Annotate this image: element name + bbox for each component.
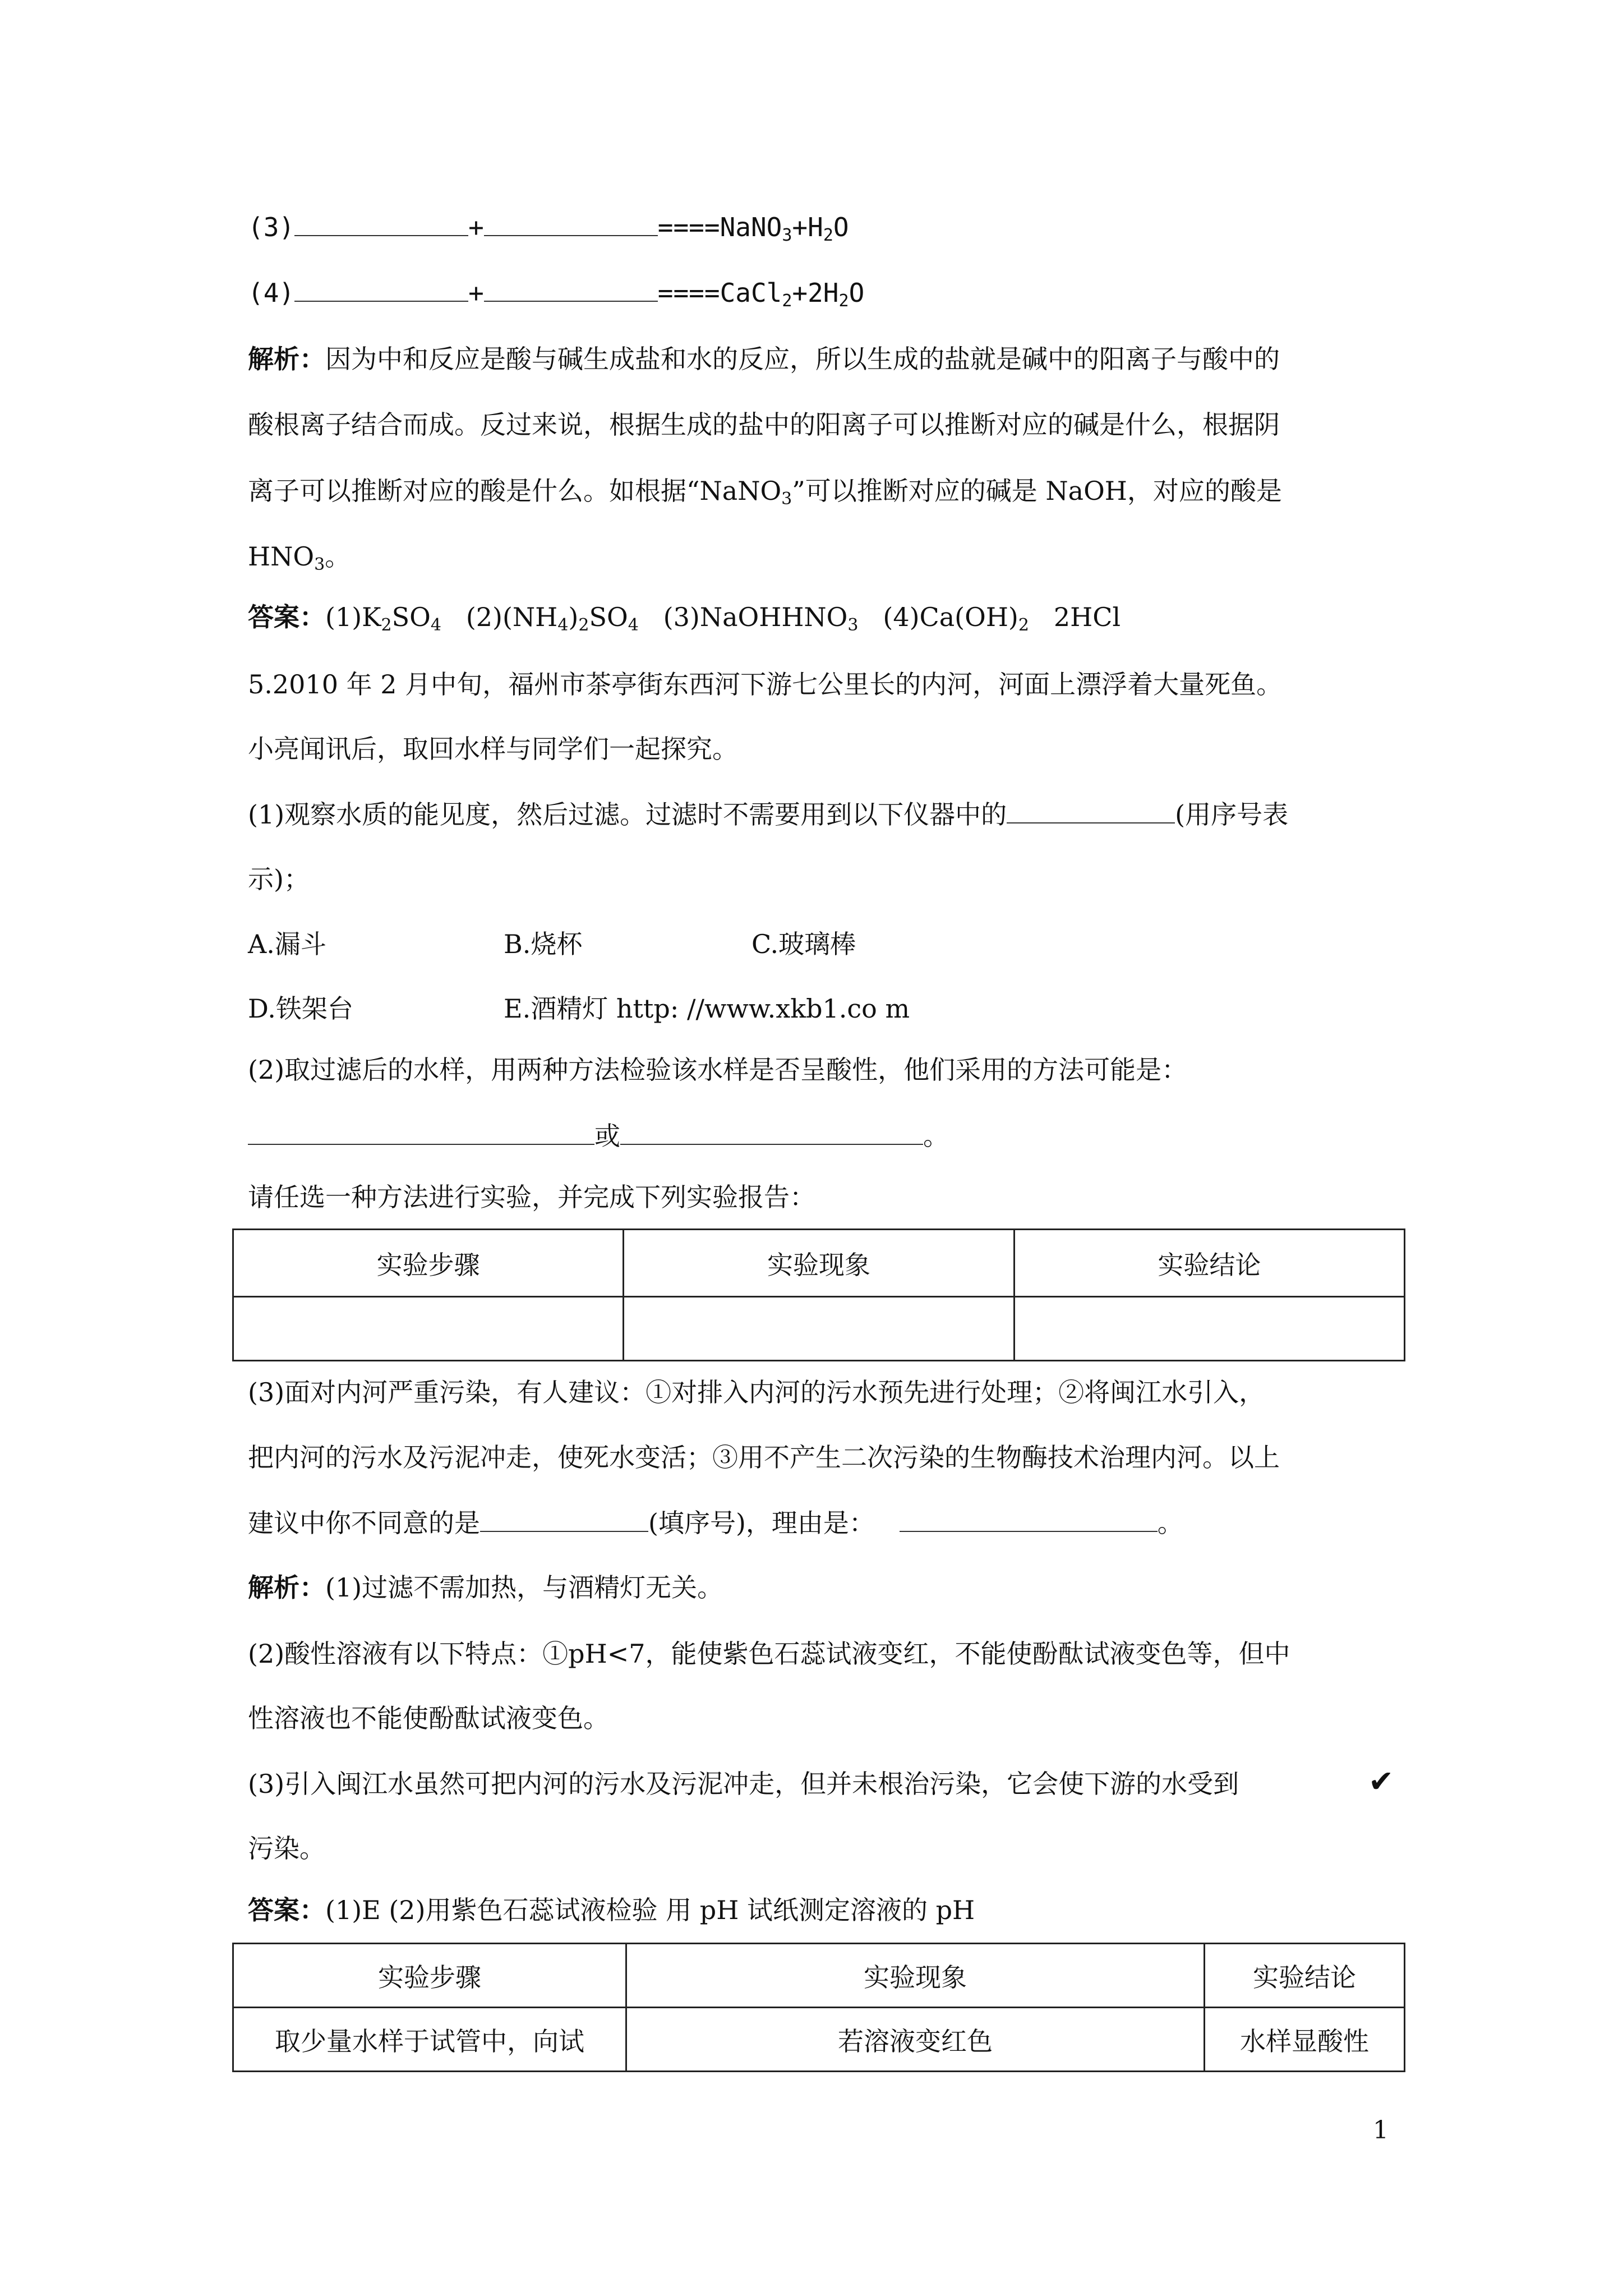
question-text: 5.2010 年 2 月中旬，福州市茶亭街东西河下游七公里长的内河，河面上漂浮着大量死鱼。 <box>248 669 1283 700</box>
analysis-line <box>248 1832 325 1865</box>
option-a: A.漏斗 <box>248 929 326 959</box>
question-part-1 <box>248 798 1288 831</box>
question-text: (3)面对内河严重污染，有人建议：①对排入内河的污水预先进行处理；②将闽江水引入， <box>248 1377 1265 1407</box>
analysis-line: 离子可以推断对应的酸是什么。如根据“NaNO$_3$”可以推断对应的碱是 NaOH，对应的酸是 <box>248 476 1282 509</box>
checkmark-icon: ✔ <box>1368 1764 1394 1799</box>
equation-label: (3) <box>248 212 295 242</box>
analysis-text: (2)酸性溶液有以下特点：①pH<7，能使紫色石蕊试液变红，不能使酚酞试液变色等，但中 <box>248 1639 1290 1669</box>
table-cell[interactable] <box>624 1297 1014 1361</box>
plus-sign: + <box>468 278 484 308</box>
answer-paragraph <box>248 1893 975 1927</box>
plus-sign: + <box>468 212 484 242</box>
option-d <box>248 992 353 1025</box>
table-header: 实验步骤 <box>233 1944 626 2008</box>
answer-item: (3)NaOHHNO <box>663 602 848 632</box>
question-text: (用序号表 <box>1175 799 1289 830</box>
table-header: 实验现象 <box>626 1944 1205 2008</box>
table-header: 实验现象 <box>624 1230 1014 1297</box>
analysis-text: 因为中和反应是酸与碱生成盐和水的反应，所以生成的盐就是碱中的阳离子与酸中的 <box>325 344 1280 374</box>
question-text: 或 <box>594 1121 620 1151</box>
question-text: (填序号)，理由是： <box>648 1508 875 1538</box>
answer-blank[interactable] <box>484 276 658 302</box>
table-header: 实验结论 <box>1014 1230 1404 1297</box>
question-text: 。 <box>1157 1508 1183 1538</box>
question-line <box>248 1506 1183 1540</box>
option-c <box>751 927 856 961</box>
question-text: 。 <box>923 1121 949 1151</box>
analysis-paragraph <box>248 1571 723 1604</box>
answer-blank[interactable] <box>480 1506 648 1532</box>
question-text: 小亮闻讯后，取回水样与同学们一起探究。 <box>248 734 738 764</box>
analysis-text: HNO <box>248 541 315 572</box>
page-number: 1 <box>1373 2116 1389 2145</box>
question-line <box>248 668 1282 701</box>
analysis-text: 。 <box>325 541 351 572</box>
question-part-2 <box>248 1053 1187 1087</box>
option-text: C.玻璃棒 <box>751 929 856 959</box>
question-text: (2)取过滤后的水样，用两种方法检验该水样是否呈酸性，他们采用的方法可能是： <box>248 1055 1188 1085</box>
analysis-line <box>248 1701 609 1735</box>
equation-product: ====CaCl <box>657 278 782 308</box>
table-cell[interactable] <box>1014 1297 1404 1361</box>
answer-item: SO <box>391 602 431 632</box>
question-part-3 <box>248 1375 1265 1409</box>
answer-blank[interactable] <box>484 210 658 236</box>
question-text: 把内河的污水及污泥冲走，使死水变活；③用不产生二次污染的生物酶技术治理内河。以上 <box>248 1442 1280 1473</box>
option-e <box>504 992 910 1025</box>
analysis-label: 解析： <box>248 344 325 374</box>
answer-paragraph: 答案：$(1)K_2SO_4$ $(2)(NH_4)_2SO_4$ (3)NaOHHNO$_3$ $(4)Ca(OH)_2$ 2HCl <box>248 602 1121 635</box>
table-cell: 若溶液变红色 <box>626 2008 1205 2072</box>
option-b <box>504 927 582 961</box>
equation-4: $(4) + ====CaCl_2+2H_2O$ <box>248 276 864 310</box>
answer-item: ) <box>568 602 579 632</box>
question-line <box>248 1441 1280 1474</box>
answer-blank[interactable] <box>620 1119 923 1145</box>
answer-item: SO <box>589 602 628 632</box>
analysis-line <box>248 1637 1290 1671</box>
question-line <box>248 1119 949 1153</box>
analysis-line <box>248 1767 1239 1801</box>
answer-blank[interactable] <box>294 276 468 302</box>
answer-blank[interactable] <box>1007 798 1175 823</box>
question-text: 建议中你不同意的是 <box>248 1508 480 1538</box>
analysis-label: 解析： <box>248 1572 325 1603</box>
question-line <box>248 1180 815 1214</box>
answer-text: (1)E (2)用紫色石蕊试液检验 用 pH 试纸测定溶液的 pH <box>325 1895 975 1925</box>
question-text: 请任选一种方法进行实验，并完成下列实验报告： <box>248 1182 815 1212</box>
table-cell: 水样显酸性 <box>1205 2008 1405 2072</box>
option-row <box>248 927 326 961</box>
analysis-text: 酸根离子结合而成。反过来说，根据生成的盐中的阳离子可以推断对应的碱是什么，根据阴 <box>248 409 1280 440</box>
question-text: (1)观察水质的能见度，然后过滤。过滤时不需要用到以下仪器中的 <box>248 799 1007 830</box>
equation-product: ====NaNO <box>657 212 782 242</box>
analysis-text: ”可以推断对应的碱是 NaOH，对应的酸是 <box>792 476 1282 506</box>
table-header: 实验结论 <box>1205 1944 1405 2008</box>
analysis-line <box>248 408 1280 441</box>
answer-label: 答案： <box>248 602 325 632</box>
option-text: D.铁架台 <box>248 993 353 1024</box>
option-text: E.酒精灯 http: //www.xkb1.co m <box>504 993 910 1024</box>
analysis-text: (1)过滤不需加热，与酒精灯无关。 <box>325 1572 723 1603</box>
analysis-text: (3)引入闽江水虽然可把内河的污水及污泥冲走，但并未根治污染，它会使下游的水受到 <box>248 1769 1239 1799</box>
answer-label: 答案： <box>248 1895 325 1925</box>
equation-3: $(3) + ====NaNO_3+H_2O$ <box>248 210 849 244</box>
answer-item: (2)(NH <box>465 602 558 632</box>
analysis-paragraph <box>248 342 1280 376</box>
analysis-text: 性溶液也不能使酚酞试液变色。 <box>248 1703 609 1733</box>
table-header: 实验步骤 <box>233 1230 624 1297</box>
option-text: B.烧杯 <box>504 929 583 959</box>
answer-blank[interactable] <box>248 1119 594 1145</box>
answer-item: (4)Ca(OH) <box>883 602 1018 632</box>
experiment-report-table <box>232 1228 1405 1361</box>
answer-blank[interactable] <box>294 210 468 236</box>
question-line <box>248 862 310 896</box>
question-line <box>248 732 738 766</box>
analysis-line: $HNO_3$。 <box>248 541 351 574</box>
question-text: 示)； <box>248 864 310 894</box>
answer-report-table <box>232 1943 1405 2072</box>
answer-blank[interactable] <box>900 1506 1158 1532</box>
answer-item: 2HCl <box>1053 602 1121 632</box>
analysis-text: 污染。 <box>248 1833 325 1864</box>
equation-label: (4) <box>248 278 295 308</box>
table-cell: 取少量水样于试管中，向试 <box>233 2008 626 2072</box>
analysis-text: 离子可以推断对应的酸是什么。如根据“NaNO <box>248 476 782 506</box>
table-cell[interactable] <box>233 1297 624 1361</box>
answer-item: (1)K <box>325 602 381 632</box>
